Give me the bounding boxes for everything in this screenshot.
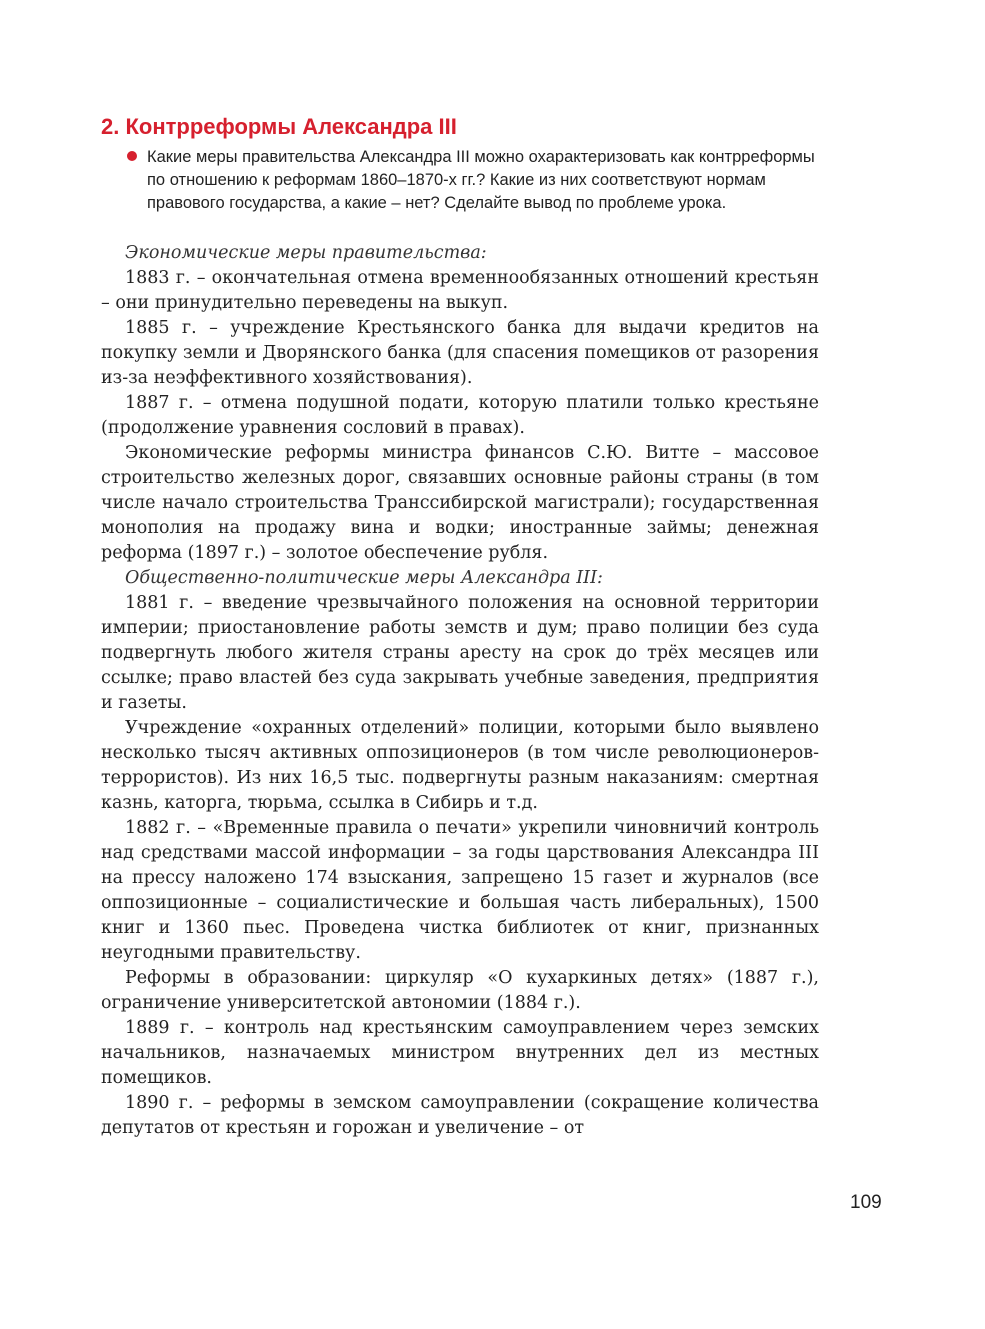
paragraph: Учреждение «охранных отделений» полиции, которыми было выявлено несколько тысяч активных оппозиционеров (в том числе революционеров-террористов). Из них 16,5 тыс. подвергнуты разным наказаниям: смертная казнь, каторга, тюрьма, ссылка в Сибирь и т.д. [101, 718, 819, 813]
section-heading: 2. Контрреформы Александра III [101, 114, 457, 139]
paragraph: 1890 г. – реформы в земском самоуправлении (сокращение количества депутатов от крестьян и горожан и увеличение – от [101, 1093, 819, 1138]
subheading-political: Общественно-политические меры Александра III: [125, 568, 603, 588]
paragraph: 1885 г. – учреждение Крестьянского банка для выдачи кредитов на покупку земли и Дворянского банка (для спасения помещиков от разорения из-за неэффективного хозяйствования). [101, 318, 819, 388]
question-block [147, 146, 822, 215]
paragraph: 1889 г. – контроль над крестьянским самоуправлением через земских начальников, назначаемых министром внутренних дел из местных помещиков. [101, 1018, 819, 1088]
paragraph: 1882 г. – «Временные правила о печати» укрепили чиновничий контроль над средствами массой информации – за годы царствования Александра III на прессу наложено 174 взыскания, запрещено 15 газет и журналов (все оппозиционные – социалистические и большая часть либеральных), 1500 книг и 1360 пьес. Проведена чистка библиотек от книг, признанных неугодными правительству. [101, 818, 819, 963]
paragraph: Реформы в образовании: циркуляр «О кухаркиных детях» (1887 г.), ограничение университетской автономии (1884 г.). [101, 968, 819, 1013]
paragraph: 1881 г. – введение чрезвычайного положения на основной территории империи; приостановление работы земств и дум; право полиции без суда подвергнуть любого жителя страны аресту на срок до трёх месяцев или ссылке; право властей без суда закрывать учебные заведения, предприятия и газеты. [101, 593, 819, 713]
bullet-icon [127, 151, 137, 161]
paragraph: 1883 г. – окончательная отмена временнообязанных отношений крестьян – они принудительно переведены на выкуп. [101, 268, 819, 313]
paragraph: Экономические реформы министра финансов С.Ю. Витте – массовое строительство железных дорог, связавших основные районы страны (в том числе начало строительства Транссибирской магистрали); государственная монополия на продажу вина и водки; иностранные займы; денежная реформа (1897 г.) – золотое обеспечение рубля. [101, 443, 819, 563]
paragraph: 1887 г. – отмена подушной подати, которую платили только крестьяне (продолжение уравнения сословий в правах). [101, 393, 819, 438]
question-text: Какие меры правительства Александра III можно охарактеризовать как контрреформы по отношению к реформам 1860–1870-х гг.? Какие из них соответствуют нормам правового государства, а какие – нет? Сделайте вывод по проблеме урока. [147, 148, 815, 212]
main-text [101, 241, 819, 1141]
page-number: 109 [850, 1192, 882, 1213]
subheading-economic: Экономические меры правительства: [125, 243, 487, 263]
